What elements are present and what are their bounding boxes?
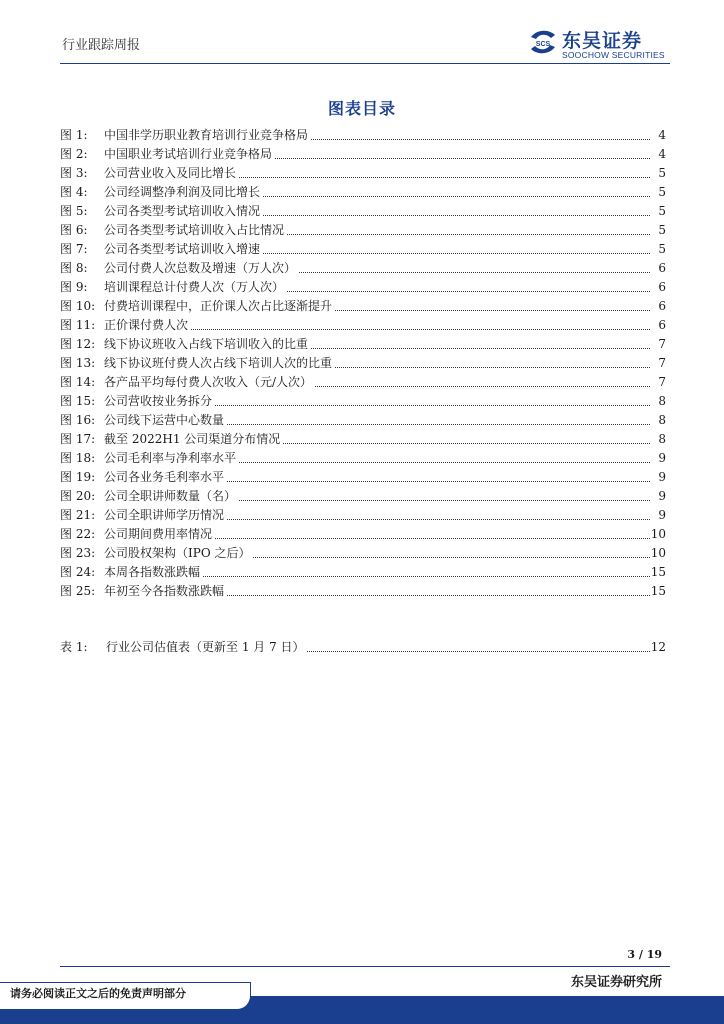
toc-entry-page: 5: [658, 242, 666, 256]
toc-entry-label: 图 2:: [60, 147, 88, 161]
toc-entry-page: 8: [658, 413, 666, 427]
toc-entry-page: 8: [658, 432, 666, 446]
toc-entry-label: 图 16:: [60, 413, 96, 427]
toc-entry-title-wrap: [104, 316, 650, 335]
toc-entry-title: 公司营收按业务拆分: [104, 394, 213, 408]
toc-entry-title-wrap: [104, 487, 650, 506]
figure-entry[interactable]: [60, 202, 666, 221]
table-entry[interactable]: [60, 638, 666, 657]
toc-entry-page: 9: [658, 508, 666, 522]
figure-entry[interactable]: [60, 126, 666, 145]
toc-entry-title-wrap: [104, 582, 650, 601]
figure-entry[interactable]: [60, 297, 666, 316]
toc-entry-title: 公司全职讲师学历情况: [104, 508, 225, 522]
toc-entry-page: 6: [658, 318, 666, 332]
toc-entry-title: 年初至今各指数涨跌幅: [104, 584, 225, 598]
toc-entry-label: 图 1:: [60, 128, 88, 142]
figure-entry[interactable]: [60, 373, 666, 392]
toc-entry-page: 7: [658, 375, 666, 389]
toc-entry-title: 中国职业考试培训行业竞争格局: [104, 147, 273, 161]
figure-entry[interactable]: [60, 430, 666, 449]
toc-entry-page: 8: [658, 394, 666, 408]
toc-entry-label: 图 18:: [60, 451, 96, 465]
figure-list: [60, 126, 666, 601]
toc-entry-title-wrap: [104, 240, 650, 259]
toc-entry-page: 7: [658, 337, 666, 351]
page-number: 3 / 19: [627, 948, 662, 961]
figure-entry[interactable]: [60, 240, 666, 259]
figure-entry[interactable]: [60, 316, 666, 335]
toc-entry-title-wrap: [104, 411, 650, 430]
toc-entry-page: 7: [658, 356, 666, 370]
figure-entry[interactable]: [60, 145, 666, 164]
toc-entry-label: 图 14:: [60, 375, 96, 389]
figure-entry[interactable]: [60, 221, 666, 240]
table-list: [60, 638, 666, 657]
figure-entry[interactable]: [60, 582, 666, 601]
toc-entry-title: 公司各类型考试培训收入占比情况: [104, 223, 285, 237]
toc-entry-page: 6: [658, 299, 666, 313]
figure-entry[interactable]: [60, 278, 666, 297]
header-divider: [60, 63, 670, 64]
toc-entry-title-wrap: [104, 449, 650, 468]
toc-entry-label: 图 23:: [60, 546, 96, 560]
figure-entry[interactable]: [60, 164, 666, 183]
toc-entry-page: 5: [658, 166, 666, 180]
toc-entry-page: 5: [658, 223, 666, 237]
toc-entry-title-wrap: [104, 563, 650, 582]
toc-entry-label: 图 24:: [60, 565, 96, 579]
toc-entry-title: 行业公司估值表（更新至 1 月 7 日）: [106, 640, 305, 654]
toc-entry-page: 4: [658, 128, 666, 142]
figure-entry[interactable]: [60, 335, 666, 354]
report-type-label: 行业跟踪周报: [62, 38, 141, 53]
toc-entry-title-wrap: [106, 638, 650, 657]
toc-entry-title: 线下协议班付费人次占线下培训人次的比重: [104, 356, 333, 370]
figure-entry[interactable]: [60, 449, 666, 468]
toc-entry-label: 图 4:: [60, 185, 88, 199]
figure-entry[interactable]: [60, 487, 666, 506]
toc-entry-title: 培训课程总计付费人次（万人次）: [104, 280, 285, 294]
toc-entry-title: 公司营业收入及同比增长: [104, 166, 237, 180]
toc-entry-title-wrap: [104, 202, 650, 221]
toc-entry-label: 图 15:: [60, 394, 96, 408]
brand-logo: [528, 26, 678, 60]
toc-entry-title: 公司毛利率与净利率水平: [104, 451, 237, 465]
toc-entry-title: 正价课付费人次: [104, 318, 189, 332]
toc-entry-title: 公司全职讲师数量（名）: [104, 489, 237, 503]
toc-entry-title: 中国非学历职业教育培训行业竞争格局: [104, 128, 309, 142]
figure-entry[interactable]: [60, 468, 666, 487]
toc-entry-label: 图 3:: [60, 166, 88, 180]
figure-entry[interactable]: [60, 183, 666, 202]
research-institute: 东吴证券研究所: [570, 975, 662, 990]
figure-entry[interactable]: [60, 544, 666, 563]
toc-entry-title: 各产品平均每付费人次收入（元/人次）: [104, 375, 313, 389]
toc-entry-page: 15: [650, 584, 666, 598]
toc-entry-label: 图 13:: [60, 356, 96, 370]
toc-entry-title-wrap: [104, 468, 650, 487]
toc-entry-label: 图 22:: [60, 527, 96, 541]
toc-entry-title-wrap: [104, 544, 650, 563]
footer-divider: [60, 966, 670, 967]
figure-entry[interactable]: [60, 392, 666, 411]
toc-entry-label: 图 21:: [60, 508, 96, 522]
toc-entry-label: 图 20:: [60, 489, 96, 503]
toc-entry-title-wrap: [104, 430, 650, 449]
toc-entry-title-wrap: [104, 297, 650, 316]
brand-name-cn: 东吴证券: [562, 30, 643, 52]
toc-entry-page: 9: [658, 489, 666, 503]
brand-name-en: SOOCHOW SECURITIES: [562, 50, 665, 60]
toc-entry-page: 5: [658, 185, 666, 199]
toc-entry-title-wrap: [104, 392, 650, 411]
toc-entry-label: 图 7:: [60, 242, 88, 256]
toc-entry-title: 线下协议班收入占线下培训收入的比重: [104, 337, 309, 351]
soochow-logo-icon: [528, 28, 558, 56]
toc-entry-title: 公司经调整净利润及同比增长: [104, 185, 261, 199]
toc-entry-title-wrap: [104, 259, 650, 278]
toc-entry-title-wrap: [104, 164, 650, 183]
disclaimer-text: 请务必阅读正文之后的免责声明部分: [10, 987, 186, 1000]
toc-entry-title-wrap: [104, 335, 650, 354]
toc-title: 图表目录: [327, 99, 396, 118]
toc-entry-label: 图 5:: [60, 204, 88, 218]
toc-entry-page: 10: [650, 527, 666, 541]
toc-entry-title-wrap: [104, 506, 650, 525]
toc-entry-page: 6: [658, 261, 666, 275]
toc-entry-title-wrap: [104, 221, 650, 240]
figure-entry[interactable]: [60, 525, 666, 544]
toc-entry-title-wrap: [104, 373, 650, 392]
toc-entry-label: 图 25:: [60, 584, 96, 598]
toc-entry-label: 图 12:: [60, 337, 96, 351]
toc-entry-page: 15: [650, 565, 666, 579]
toc-entry-label: 表 1:: [60, 640, 88, 654]
toc-entry-page: 10: [650, 546, 666, 560]
figure-entry[interactable]: [60, 563, 666, 582]
figure-entry[interactable]: [60, 411, 666, 430]
toc-entry-label: 图 6:: [60, 223, 88, 237]
toc-entry-title: 公司各类型考试培训收入增速: [104, 242, 261, 256]
toc-entry-page: 9: [658, 470, 666, 484]
toc-entry-title-wrap: [104, 126, 650, 145]
logo-abbr-text: SCS: [535, 41, 551, 48]
toc-entry-page: 5: [658, 204, 666, 218]
toc-entry-title: 截至 2022H1 公司渠道分布情况: [104, 432, 281, 446]
toc-entry-label: 图 10:: [60, 299, 96, 313]
toc-entry-title: 公司线下运营中心数量: [104, 413, 225, 427]
figure-entry[interactable]: [60, 354, 666, 373]
toc-entry-page: 9: [658, 451, 666, 465]
toc-entry-page: 6: [658, 280, 666, 294]
toc-entry-title-wrap: [104, 525, 650, 544]
toc-entry-title-wrap: [104, 183, 650, 202]
toc-entry-title: 公司期间费用率情况: [104, 527, 213, 541]
toc-entry-title-wrap: [104, 354, 650, 373]
toc-entry-page: 4: [658, 147, 666, 161]
toc-entry-title: 本周各指数涨跌幅: [104, 565, 201, 579]
toc-entry-title-wrap: [104, 145, 650, 164]
toc-entry-title: 公司各类型考试培训收入情况: [104, 204, 261, 218]
figure-entry[interactable]: [60, 259, 666, 278]
toc-entry-title: 公司各业务毛利率水平: [104, 470, 225, 484]
toc-entry-page: 12: [650, 640, 666, 654]
toc-entry-title-wrap: [104, 278, 650, 297]
toc-entry-title: 公司付费人次总数及增速（万人次）: [104, 261, 297, 275]
figure-entry[interactable]: [60, 506, 666, 525]
toc-entry-label: 图 17:: [60, 432, 96, 446]
toc-entry-label: 图 9:: [60, 280, 88, 294]
toc-entry-label: 图 11:: [60, 318, 96, 332]
toc-entry-title: 公司股权架构（IPO 之后）: [104, 546, 251, 560]
toc-entry-label: 图 8:: [60, 261, 88, 275]
toc-entry-label: 图 19:: [60, 470, 96, 484]
toc-entry-title: 付费培训课程中，正价课人次占比逐渐提升: [104, 299, 333, 313]
